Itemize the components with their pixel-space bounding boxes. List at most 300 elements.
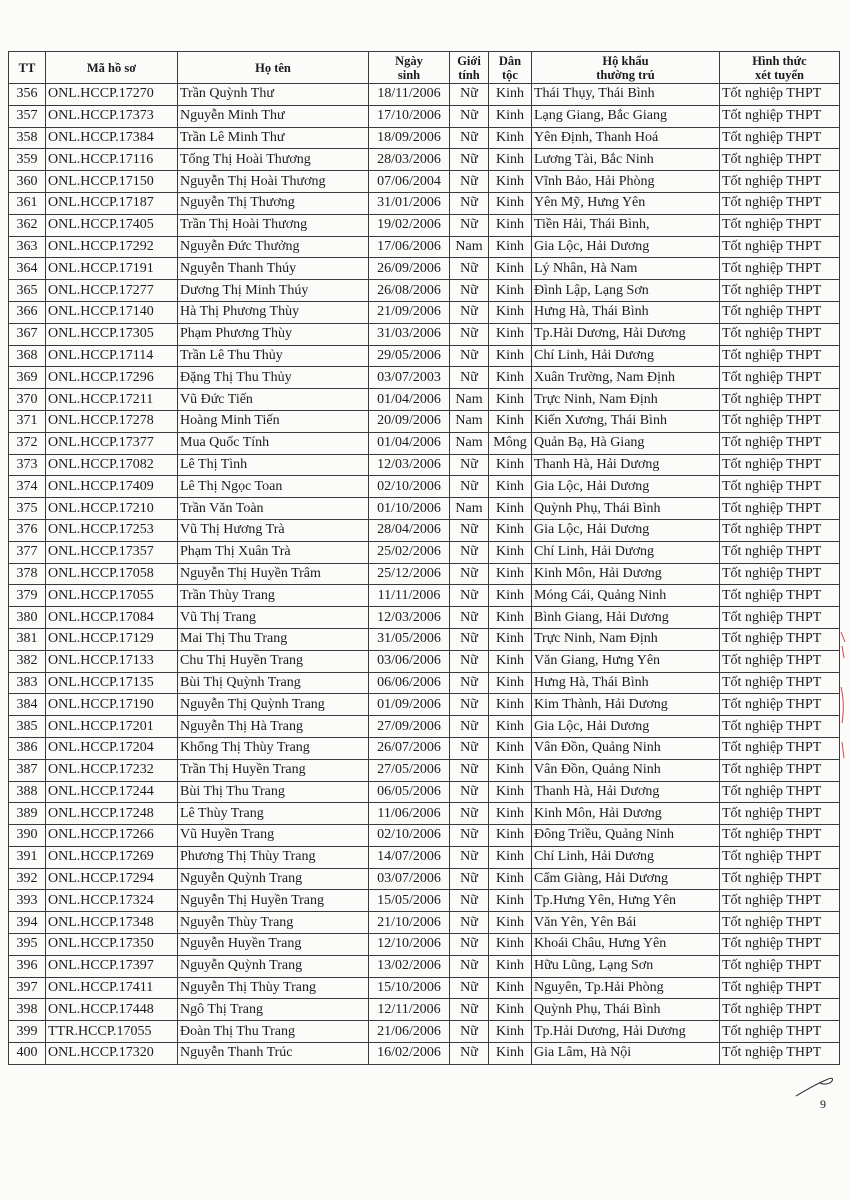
cell-hinh-thuc: Tốt nghiệp THPT: [720, 825, 840, 847]
cell-tt: 365: [9, 280, 46, 302]
cell-ho-khau: Yên Mỹ, Hưng Yên: [532, 192, 720, 214]
cell-ho-khau: Tp.Hưng Yên, Hưng Yên: [532, 890, 720, 912]
table-row: [9, 955, 840, 977]
cell-dan-toc: Kinh: [489, 367, 532, 389]
cell-ngay-sinh: 27/09/2006: [369, 716, 450, 738]
cell-ho-khau: Chí Linh, Hải Dương: [532, 846, 720, 868]
cell-ma-ho-so: ONL.HCCP.17348: [46, 912, 178, 934]
table-row: [9, 868, 840, 890]
cell-gioi-tinh: Nữ: [450, 192, 489, 214]
cell-ma-ho-so: ONL.HCCP.17114: [46, 345, 178, 367]
cell-ngay-sinh: 21/09/2006: [369, 301, 450, 323]
cell-hinh-thuc: Tốt nghiệp THPT: [720, 236, 840, 258]
cell-ngay-sinh: 02/10/2006: [369, 825, 450, 847]
cell-ma-ho-so: ONL.HCCP.17270: [46, 84, 178, 106]
cell-gioi-tinh: Nữ: [450, 1021, 489, 1043]
cell-ngay-sinh: 07/06/2004: [369, 171, 450, 193]
table-row: [9, 563, 840, 585]
cell-ngay-sinh: 03/06/2006: [369, 650, 450, 672]
cell-hinh-thuc: Tốt nghiệp THPT: [720, 716, 840, 738]
cell-tt: 392: [9, 868, 46, 890]
cell-ho-ten: Phạm Phương Thùy: [178, 323, 369, 345]
cell-dan-toc: Kinh: [489, 105, 532, 127]
cell-gioi-tinh: Nữ: [450, 301, 489, 323]
cell-hinh-thuc: Tốt nghiệp THPT: [720, 105, 840, 127]
cell-ma-ho-so: ONL.HCCP.17409: [46, 476, 178, 498]
cell-ho-ten: Nguyễn Đức Thưởng: [178, 236, 369, 258]
cell-hinh-thuc: Tốt nghiệp THPT: [720, 890, 840, 912]
cell-ngay-sinh: 15/05/2006: [369, 890, 450, 912]
cell-ho-khau: Vân Đồn, Quảng Ninh: [532, 737, 720, 759]
cell-ngay-sinh: 26/09/2006: [369, 258, 450, 280]
cell-tt: 385: [9, 716, 46, 738]
cell-ma-ho-so: ONL.HCCP.17058: [46, 563, 178, 585]
cell-gioi-tinh: Nam: [450, 498, 489, 520]
table-row: [9, 345, 840, 367]
cell-ngay-sinh: 20/09/2006: [369, 410, 450, 432]
cell-ma-ho-so: ONL.HCCP.17296: [46, 367, 178, 389]
cell-hinh-thuc: Tốt nghiệp THPT: [720, 258, 840, 280]
cell-hinh-thuc: Tốt nghiệp THPT: [720, 84, 840, 106]
header-ngay-sinh-line2: sinh: [397, 67, 421, 82]
cell-hinh-thuc: Tốt nghiệp THPT: [720, 781, 840, 803]
cell-ho-khau: Bình Giang, Hải Dương: [532, 607, 720, 629]
cell-gioi-tinh: Nữ: [450, 999, 489, 1021]
table-row: [9, 84, 840, 106]
cell-dan-toc: Kinh: [489, 345, 532, 367]
cell-hinh-thuc: Tốt nghiệp THPT: [720, 498, 840, 520]
cell-gioi-tinh: Nữ: [450, 955, 489, 977]
cell-dan-toc: Kinh: [489, 214, 532, 236]
cell-ma-ho-so: ONL.HCCP.17350: [46, 934, 178, 956]
header-ho-ten: Họ tên: [178, 52, 369, 84]
cell-hinh-thuc: Tốt nghiệp THPT: [720, 999, 840, 1021]
cell-hinh-thuc: Tốt nghiệp THPT: [720, 628, 840, 650]
cell-hinh-thuc: Tốt nghiệp THPT: [720, 803, 840, 825]
cell-ho-khau: Lương Tài, Bắc Ninh: [532, 149, 720, 171]
table-row: [9, 519, 840, 541]
cell-hinh-thuc: Tốt nghiệp THPT: [720, 1021, 840, 1043]
cell-gioi-tinh: Nữ: [450, 825, 489, 847]
cell-ho-ten: Dương Thị Minh Thúy: [178, 280, 369, 302]
table-row: [9, 171, 840, 193]
cell-ngay-sinh: 18/11/2006: [369, 84, 450, 106]
table-row: [9, 149, 840, 171]
cell-gioi-tinh: Nữ: [450, 759, 489, 781]
cell-ho-ten: Mua Quốc Tính: [178, 432, 369, 454]
cell-ho-ten: Nguyễn Huyền Trang: [178, 934, 369, 956]
table-row: [9, 650, 840, 672]
cell-gioi-tinh: Nữ: [450, 84, 489, 106]
cell-dan-toc: Kinh: [489, 258, 532, 280]
cell-hinh-thuc: Tốt nghiệp THPT: [720, 432, 840, 454]
cell-ngay-sinh: 12/10/2006: [369, 934, 450, 956]
cell-ma-ho-so: ONL.HCCP.17232: [46, 759, 178, 781]
cell-ngay-sinh: 01/04/2006: [369, 389, 450, 411]
cell-ho-khau: Quỳnh Phụ, Thái Bình: [532, 498, 720, 520]
cell-hinh-thuc: Tốt nghiệp THPT: [720, 410, 840, 432]
cell-ho-ten: Nguyễn Thị Quỳnh Trang: [178, 694, 369, 716]
cell-tt: 395: [9, 934, 46, 956]
cell-tt: 386: [9, 737, 46, 759]
cell-ho-ten: Hoàng Minh Tiến: [178, 410, 369, 432]
cell-ho-ten: Trần Thị Huyền Trang: [178, 759, 369, 781]
cell-dan-toc: Kinh: [489, 628, 532, 650]
table-row: [9, 192, 840, 214]
page-number: 9: [820, 1097, 826, 1111]
cell-ngay-sinh: 01/09/2006: [369, 694, 450, 716]
cell-hinh-thuc: Tốt nghiệp THPT: [720, 934, 840, 956]
cell-ho-khau: Gia Lộc, Hải Dương: [532, 716, 720, 738]
cell-dan-toc: Kinh: [489, 563, 532, 585]
cell-dan-toc: Kinh: [489, 890, 532, 912]
cell-gioi-tinh: Nam: [450, 432, 489, 454]
table-row: [9, 476, 840, 498]
cell-gioi-tinh: Nữ: [450, 803, 489, 825]
cell-ho-ten: Nguyễn Thanh Thúy: [178, 258, 369, 280]
cell-gioi-tinh: Nữ: [450, 105, 489, 127]
cell-dan-toc: Kinh: [489, 825, 532, 847]
cell-hinh-thuc: Tốt nghiệp THPT: [720, 389, 840, 411]
admission-list-table: [8, 51, 840, 1065]
cell-ma-ho-so: ONL.HCCP.17248: [46, 803, 178, 825]
header-gioi-tinh-line2: tính: [458, 67, 480, 82]
cell-ma-ho-so: ONL.HCCP.17135: [46, 672, 178, 694]
cell-ma-ho-so: ONL.HCCP.17253: [46, 519, 178, 541]
cell-dan-toc: Kinh: [489, 127, 532, 149]
table-row: [9, 367, 840, 389]
cell-ho-khau: Kiến Xương, Thái Bình: [532, 410, 720, 432]
cell-ho-khau: Hưng Hà, Thái Bình: [532, 672, 720, 694]
cell-tt: 360: [9, 171, 46, 193]
cell-ho-ten: Nguyễn Thị Thương: [178, 192, 369, 214]
cell-ho-khau: Chí Linh, Hải Dương: [532, 541, 720, 563]
cell-ho-ten: Nguyễn Thị Thùy Trang: [178, 977, 369, 999]
cell-tt: 375: [9, 498, 46, 520]
cell-dan-toc: Kinh: [489, 999, 532, 1021]
header-hinh-thuc-line2: xét tuyển: [755, 67, 804, 82]
cell-ngay-sinh: 06/06/2006: [369, 672, 450, 694]
table-row: [9, 127, 840, 149]
cell-tt: 359: [9, 149, 46, 171]
cell-ho-ten: Nguyễn Thị Huyền Trang: [178, 890, 369, 912]
table-header-row: [9, 52, 840, 84]
cell-tt: 368: [9, 345, 46, 367]
cell-ma-ho-so: ONL.HCCP.17187: [46, 192, 178, 214]
cell-dan-toc: Kinh: [489, 389, 532, 411]
cell-ho-ten: Lê Thùy Trang: [178, 803, 369, 825]
cell-ho-ten: Ngô Thị Trang: [178, 999, 369, 1021]
cell-tt: 387: [9, 759, 46, 781]
cell-ngay-sinh: 31/01/2006: [369, 192, 450, 214]
cell-hinh-thuc: Tốt nghiệp THPT: [720, 955, 840, 977]
cell-gioi-tinh: Nữ: [450, 912, 489, 934]
header-dan-toc-line1: Dân: [498, 53, 522, 68]
cell-gioi-tinh: Nữ: [450, 628, 489, 650]
cell-ma-ho-so: ONL.HCCP.17055: [46, 585, 178, 607]
cell-ngay-sinh: 26/07/2006: [369, 737, 450, 759]
cell-ngay-sinh: 28/03/2006: [369, 149, 450, 171]
table-row: [9, 1043, 840, 1065]
table-row: [9, 737, 840, 759]
cell-gioi-tinh: Nữ: [450, 258, 489, 280]
cell-ho-ten: Lê Thị Ngọc Toan: [178, 476, 369, 498]
cell-ho-khau: Quỳnh Phụ, Thái Bình: [532, 999, 720, 1021]
cell-ngay-sinh: 01/10/2006: [369, 498, 450, 520]
cell-tt: 364: [9, 258, 46, 280]
cell-ngay-sinh: 12/03/2006: [369, 607, 450, 629]
table-row: [9, 759, 840, 781]
table-row: [9, 846, 840, 868]
cell-ho-ten: Lê Thị Tình: [178, 454, 369, 476]
cell-hinh-thuc: Tốt nghiệp THPT: [720, 541, 840, 563]
header-ngay-sinh-line1: Ngày: [395, 53, 423, 68]
cell-ma-ho-so: ONL.HCCP.17411: [46, 977, 178, 999]
cell-ma-ho-so: ONL.HCCP.17133: [46, 650, 178, 672]
cell-ma-ho-so: ONL.HCCP.17277: [46, 280, 178, 302]
cell-ngay-sinh: 17/06/2006: [369, 236, 450, 258]
table-row: [9, 912, 840, 934]
cell-tt: 362: [9, 214, 46, 236]
header-gioi-tinh: [450, 52, 489, 84]
cell-ma-ho-so: ONL.HCCP.17191: [46, 258, 178, 280]
cell-hinh-thuc: Tốt nghiệp THPT: [720, 280, 840, 302]
cell-ngay-sinh: 21/06/2006: [369, 1021, 450, 1043]
cell-ma-ho-so: ONL.HCCP.17278: [46, 410, 178, 432]
cell-hinh-thuc: Tốt nghiệp THPT: [720, 345, 840, 367]
cell-gioi-tinh: Nữ: [450, 868, 489, 890]
cell-ma-ho-so: ONL.HCCP.17405: [46, 214, 178, 236]
cell-gioi-tinh: Nữ: [450, 127, 489, 149]
cell-ho-khau: Lạng Giang, Bắc Giang: [532, 105, 720, 127]
cell-gioi-tinh: Nữ: [450, 367, 489, 389]
table-row: [9, 999, 840, 1021]
cell-ma-ho-so: ONL.HCCP.17116: [46, 149, 178, 171]
edge-mark-bottom: [840, 740, 846, 760]
cell-dan-toc: Kinh: [489, 236, 532, 258]
cell-dan-toc: Kinh: [489, 955, 532, 977]
cell-gioi-tinh: Nữ: [450, 519, 489, 541]
header-ngay-sinh: [369, 52, 450, 84]
cell-ngay-sinh: 31/03/2006: [369, 323, 450, 345]
cell-ma-ho-so: ONL.HCCP.17384: [46, 127, 178, 149]
cell-dan-toc: Kinh: [489, 607, 532, 629]
cell-hinh-thuc: Tốt nghiệp THPT: [720, 214, 840, 236]
cell-ngay-sinh: 06/05/2006: [369, 781, 450, 803]
cell-gioi-tinh: Nữ: [450, 781, 489, 803]
cell-dan-toc: Kinh: [489, 454, 532, 476]
cell-gioi-tinh: Nữ: [450, 214, 489, 236]
cell-dan-toc: Kinh: [489, 171, 532, 193]
cell-tt: 394: [9, 912, 46, 934]
cell-tt: 376: [9, 519, 46, 541]
cell-ma-ho-so: ONL.HCCP.17448: [46, 999, 178, 1021]
header-gioi-tinh-line1: Giới: [457, 53, 481, 68]
header-ho-khau-line1: Hộ khẩu: [602, 53, 649, 68]
cell-ho-ten: Trần Văn Toàn: [178, 498, 369, 520]
cell-dan-toc: Kinh: [489, 1021, 532, 1043]
cell-ma-ho-so: ONL.HCCP.17190: [46, 694, 178, 716]
cell-tt: 361: [9, 192, 46, 214]
table-row: [9, 258, 840, 280]
cell-ma-ho-so: ONL.HCCP.17373: [46, 105, 178, 127]
cell-gioi-tinh: Nữ: [450, 650, 489, 672]
table-row: [9, 1021, 840, 1043]
cell-dan-toc: Mông: [489, 432, 532, 454]
cell-dan-toc: Kinh: [489, 868, 532, 890]
table-row: [9, 716, 840, 738]
cell-ho-khau: Khoái Châu, Hưng Yên: [532, 934, 720, 956]
table-row: [9, 432, 840, 454]
cell-ho-ten: Tống Thị Hoài Thương: [178, 149, 369, 171]
cell-ho-ten: Trần Lê Thu Thủy: [178, 345, 369, 367]
cell-ho-khau: Gia Lộc, Hải Dương: [532, 519, 720, 541]
cell-tt: 380: [9, 607, 46, 629]
cell-ma-ho-so: ONL.HCCP.17210: [46, 498, 178, 520]
cell-gioi-tinh: Nữ: [450, 890, 489, 912]
table-row: [9, 890, 840, 912]
cell-tt: 383: [9, 672, 46, 694]
cell-dan-toc: Kinh: [489, 694, 532, 716]
cell-ho-ten: Trần Thị Hoài Thương: [178, 214, 369, 236]
signature-mark: [790, 1072, 840, 1102]
cell-ma-ho-so: ONL.HCCP.17129: [46, 628, 178, 650]
cell-dan-toc: Kinh: [489, 716, 532, 738]
cell-ngay-sinh: 21/10/2006: [369, 912, 450, 934]
table-row: [9, 105, 840, 127]
table-row: [9, 280, 840, 302]
cell-dan-toc: Kinh: [489, 781, 532, 803]
cell-ho-ten: Nguyễn Thị Huyền Trâm: [178, 563, 369, 585]
cell-hinh-thuc: Tốt nghiệp THPT: [720, 519, 840, 541]
table-row: [9, 803, 840, 825]
cell-dan-toc: Kinh: [489, 585, 532, 607]
cell-hinh-thuc: Tốt nghiệp THPT: [720, 759, 840, 781]
cell-ho-ten: Chu Thị Huyền Trang: [178, 650, 369, 672]
cell-gioi-tinh: Nữ: [450, 977, 489, 999]
cell-gioi-tinh: Nữ: [450, 171, 489, 193]
cell-hinh-thuc: Tốt nghiệp THPT: [720, 650, 840, 672]
header-ma-ho-so: Mã hồ sơ: [46, 52, 178, 84]
cell-hinh-thuc: Tốt nghiệp THPT: [720, 672, 840, 694]
cell-ngay-sinh: 31/05/2006: [369, 628, 450, 650]
header-tt: TT: [9, 52, 46, 84]
cell-dan-toc: Kinh: [489, 934, 532, 956]
cell-ho-ten: Mai Thị Thu Trang: [178, 628, 369, 650]
cell-tt: 356: [9, 84, 46, 106]
cell-ngay-sinh: 01/04/2006: [369, 432, 450, 454]
cell-ma-ho-so: ONL.HCCP.17084: [46, 607, 178, 629]
cell-tt: 357: [9, 105, 46, 127]
cell-ho-ten: Nguyễn Quỳnh Trang: [178, 868, 369, 890]
cell-ma-ho-so: ONL.HCCP.17140: [46, 301, 178, 323]
table-body: [9, 84, 840, 1065]
cell-ho-khau: Gia Lộc, Hải Dương: [532, 476, 720, 498]
cell-gioi-tinh: Nữ: [450, 585, 489, 607]
header-dan-toc: [489, 52, 532, 84]
cell-ho-ten: Vũ Huyền Trang: [178, 825, 369, 847]
table-row: [9, 454, 840, 476]
cell-ma-ho-so: ONL.HCCP.17266: [46, 825, 178, 847]
cell-tt: 366: [9, 301, 46, 323]
cell-ho-ten: Nguyễn Minh Thư: [178, 105, 369, 127]
cell-ho-khau: Cẩm Giàng, Hải Dương: [532, 868, 720, 890]
cell-dan-toc: Kinh: [489, 498, 532, 520]
header-hinh-thuc: [720, 52, 840, 84]
cell-hinh-thuc: Tốt nghiệp THPT: [720, 171, 840, 193]
cell-hinh-thuc: Tốt nghiệp THPT: [720, 868, 840, 890]
cell-tt: 371: [9, 410, 46, 432]
cell-gioi-tinh: Nam: [450, 236, 489, 258]
cell-ngay-sinh: 12/03/2006: [369, 454, 450, 476]
cell-ho-khau: Xuân Trường, Nam Định: [532, 367, 720, 389]
table-row: [9, 585, 840, 607]
cell-ho-khau: Kinh Môn, Hải Dương: [532, 563, 720, 585]
cell-tt: 378: [9, 563, 46, 585]
cell-ma-ho-so: ONL.HCCP.17201: [46, 716, 178, 738]
cell-ngay-sinh: 25/02/2006: [369, 541, 450, 563]
cell-ngay-sinh: 11/06/2006: [369, 803, 450, 825]
cell-ho-ten: Trần Lê Minh Thư: [178, 127, 369, 149]
cell-ma-ho-so: ONL.HCCP.17244: [46, 781, 178, 803]
table-row: [9, 607, 840, 629]
cell-ma-ho-so: ONL.HCCP.17294: [46, 868, 178, 890]
cell-tt: 358: [9, 127, 46, 149]
cell-tt: 389: [9, 803, 46, 825]
cell-ho-khau: Văn Giang, Hưng Yên: [532, 650, 720, 672]
cell-ho-ten: Đặng Thị Thu Thủy: [178, 367, 369, 389]
cell-tt: 377: [9, 541, 46, 563]
cell-hinh-thuc: Tốt nghiệp THPT: [720, 737, 840, 759]
cell-tt: 363: [9, 236, 46, 258]
cell-gioi-tinh: Nữ: [450, 1043, 489, 1065]
cell-tt: 374: [9, 476, 46, 498]
cell-hinh-thuc: Tốt nghiệp THPT: [720, 912, 840, 934]
cell-ho-ten: Khổng Thị Thùy Trang: [178, 737, 369, 759]
cell-dan-toc: Kinh: [489, 192, 532, 214]
cell-gioi-tinh: Nữ: [450, 737, 489, 759]
cell-ngay-sinh: 03/07/2006: [369, 868, 450, 890]
cell-dan-toc: Kinh: [489, 803, 532, 825]
cell-gioi-tinh: Nữ: [450, 149, 489, 171]
cell-ngay-sinh: 25/12/2006: [369, 563, 450, 585]
cell-ho-ten: Nguyễn Thị Hoài Thương: [178, 171, 369, 193]
table-row: [9, 236, 840, 258]
table-row: [9, 628, 840, 650]
cell-dan-toc: Kinh: [489, 977, 532, 999]
cell-ho-ten: Phương Thị Thùy Trang: [178, 846, 369, 868]
cell-dan-toc: Kinh: [489, 846, 532, 868]
cell-ho-khau: Tp.Hải Dương, Hải Dương: [532, 323, 720, 345]
cell-ho-khau: Vĩnh Bảo, Hải Phòng: [532, 171, 720, 193]
cell-ho-ten: Bùi Thị Thu Trang: [178, 781, 369, 803]
cell-ho-khau: Gia Lâm, Hà Nội: [532, 1043, 720, 1065]
cell-ho-khau: Hữu Lũng, Lạng Sơn: [532, 955, 720, 977]
cell-ngay-sinh: 17/10/2006: [369, 105, 450, 127]
cell-ngay-sinh: 27/05/2006: [369, 759, 450, 781]
cell-ho-ten: Trần Thùy Trang: [178, 585, 369, 607]
cell-gioi-tinh: Nữ: [450, 563, 489, 585]
cell-dan-toc: Kinh: [489, 541, 532, 563]
cell-tt: 372: [9, 432, 46, 454]
cell-gioi-tinh: Nữ: [450, 694, 489, 716]
cell-ho-khau: Lý Nhân, Hà Nam: [532, 258, 720, 280]
cell-ho-ten: Bùi Thị Quỳnh Trang: [178, 672, 369, 694]
cell-ngay-sinh: 19/02/2006: [369, 214, 450, 236]
table-row: [9, 498, 840, 520]
cell-ngay-sinh: 16/02/2006: [369, 1043, 450, 1065]
cell-tt: 381: [9, 628, 46, 650]
